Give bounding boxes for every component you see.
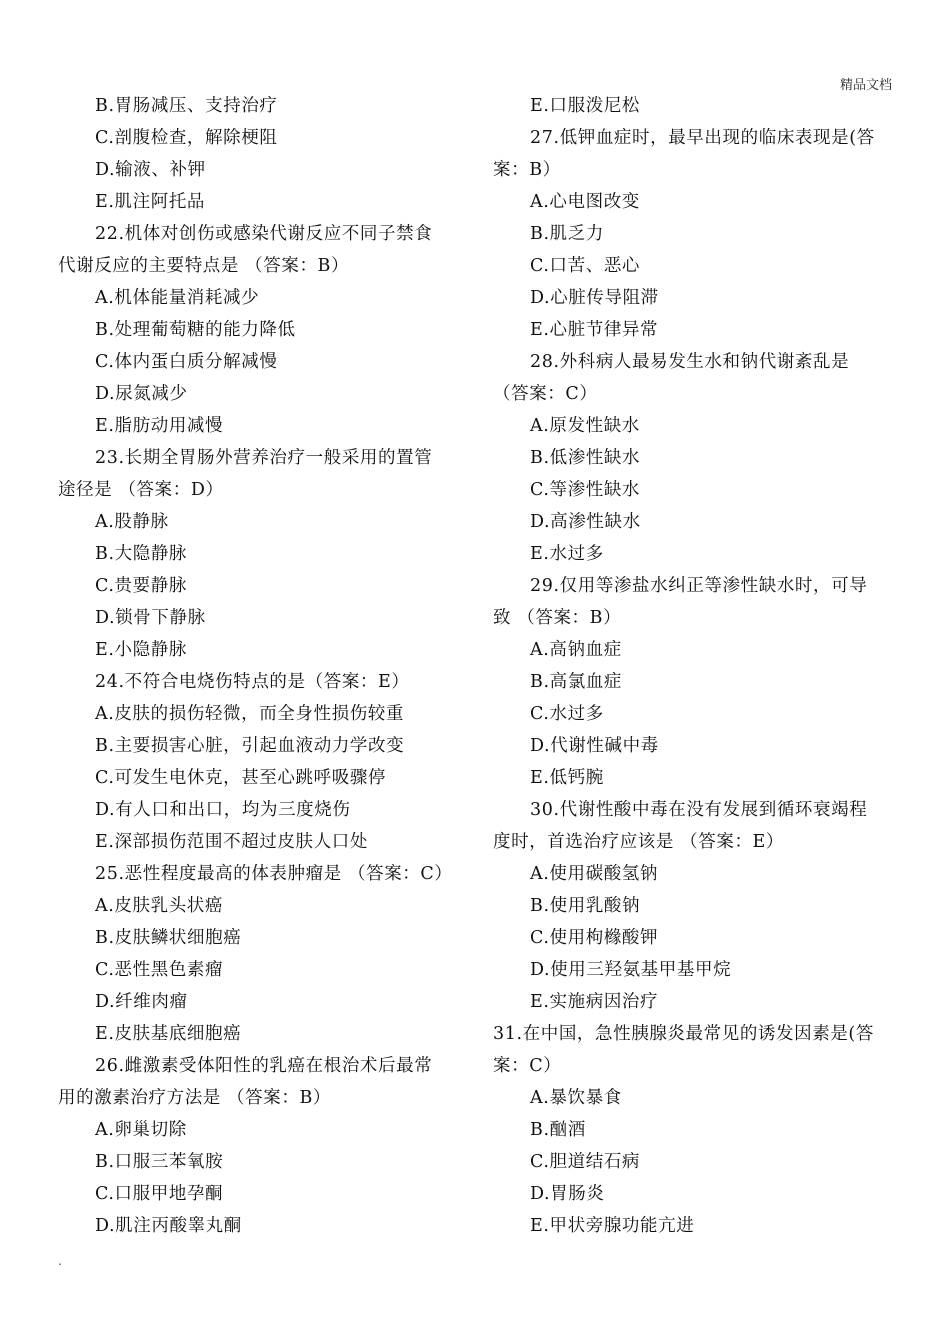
answer-option: E.口服泼尼松 <box>530 96 641 116</box>
answer-option: B.大隐静脉 <box>95 544 188 564</box>
answer-option: A.股静脉 <box>95 512 169 532</box>
answer-option: C.水过多 <box>530 704 604 724</box>
answer-option: B.高氯血症 <box>530 672 623 692</box>
answer-option: C.剖腹检查，解除梗阻 <box>95 128 278 148</box>
footer-dot: . <box>58 1254 62 1268</box>
answer-option: A.使用碳酸氢钠 <box>530 864 659 884</box>
answer-option: D.锁骨下静脉 <box>95 608 206 628</box>
right-column <box>493 90 898 1242</box>
answer-option: D.胃肠炎 <box>530 1184 605 1204</box>
question-continuation: 案：B） <box>493 160 561 180</box>
question-continuation: 案：C） <box>493 1056 562 1076</box>
answer-option: E.低钙腕 <box>530 768 604 788</box>
answer-option: A.机体能量消耗减少 <box>95 288 260 308</box>
answer-option: C.恶性黑色素瘤 <box>95 960 224 980</box>
answer-option: B.肌乏力 <box>530 224 604 244</box>
answer-option: A.高钠血症 <box>530 640 622 660</box>
answer-option: B.皮肤鳞状细胞癌 <box>95 928 242 948</box>
question-line: 24.不符合电烧伤特点的是（答案：E） <box>95 672 410 692</box>
question-line: 22.机体对创伤或感染代谢反应不同子禁食 <box>95 224 433 244</box>
question-line: 25.恶性程度最高的体表肿瘤是 （答案：C） <box>95 864 453 884</box>
answer-option: A.暴饮暴食 <box>530 1088 622 1108</box>
answer-option: B.胃肠减压、支持治疗 <box>95 96 278 116</box>
question-continuation: （答案：C） <box>493 384 598 404</box>
answer-option: C.体内蛋白质分解减慢 <box>95 352 278 372</box>
question-continuation: 代谢反应的主要特点是 （答案：B） <box>58 256 350 276</box>
answer-option: C.口苦、恶心 <box>530 256 641 276</box>
answer-option: C.等渗性缺水 <box>530 480 641 500</box>
answer-option: B.主要损害心脏，引起血液动力学改变 <box>95 736 405 756</box>
answer-option: A.心电图改变 <box>530 192 640 212</box>
answer-option: C.可发生电休克，甚至心跳呼吸骤停 <box>95 768 387 788</box>
answer-option: D.心脏传导阻滞 <box>530 288 659 308</box>
answer-option: E.甲状旁腺功能亢进 <box>530 1216 695 1236</box>
question-continuation: 31.在中国，急性胰腺炎最常见的诱发因素是(答 <box>493 1024 874 1044</box>
answer-option: D.代谢性碱中毒 <box>530 736 659 756</box>
answer-option: D.有人口和出口，均为三度烧伤 <box>95 800 351 820</box>
answer-option: C.胆道结石病 <box>530 1152 641 1172</box>
question-line: 23.长期全胃肠外营养治疗一般采用的置管 <box>95 448 433 468</box>
answer-option: D.肌注丙酸睾丸酮 <box>95 1216 242 1236</box>
watermark-label: 精品文档 <box>839 78 892 93</box>
answer-option: B.酗酒 <box>530 1120 586 1140</box>
answer-option: A.原发性缺水 <box>530 416 640 436</box>
answer-option: E.深部损伤范围不超过皮肤人口处 <box>95 832 368 852</box>
answer-option: D.使用三羟氨基甲基甲烷 <box>530 960 732 980</box>
answer-option: B.处理葡萄糖的能力降低 <box>95 320 296 340</box>
answer-option: E.水过多 <box>530 544 604 564</box>
question-continuation: 用的激素治疗方法是 （答案：B） <box>58 1088 332 1108</box>
answer-option: D.输液、补钾 <box>95 160 206 180</box>
question-line: 27.低钾血症时，最早出现的临床表现是(答 <box>530 128 875 148</box>
answer-option: E.心脏节律异常 <box>530 320 659 340</box>
answer-option: D.尿氮减少 <box>95 384 188 404</box>
question-line: 28.外科病人最易发生水和钠代谢紊乱是 <box>530 352 850 372</box>
answer-option: B.使用乳酸钠 <box>530 896 641 916</box>
answer-option: E.实施病因治疗 <box>530 992 659 1012</box>
answer-option: A.皮肤的损伤轻微，而全身性损伤较重 <box>95 704 404 724</box>
answer-option: D.高渗性缺水 <box>530 512 641 532</box>
question-continuation: 途径是 （答案：D） <box>58 480 224 500</box>
question-continuation: 致 （答案：B） <box>493 608 622 628</box>
answer-option: C.使用枸橼酸钾 <box>530 928 659 948</box>
question-line: 30.代谢性酸中毒在没有发展到循环衰竭程 <box>530 800 868 820</box>
left-column <box>58 90 463 1242</box>
answer-option: C.口服甲地孕酮 <box>95 1184 224 1204</box>
answer-option: D.纤维肉瘤 <box>95 992 188 1012</box>
answer-option: E.小隐静脉 <box>95 640 187 660</box>
answer-option: B.口服三苯氧胺 <box>95 1152 224 1172</box>
question-line: 26.雌激素受体阳性的乳癌在根治术后最常 <box>95 1056 433 1076</box>
answer-option: A.卵巢切除 <box>95 1120 187 1140</box>
answer-option: A.皮肤乳头状癌 <box>95 896 224 916</box>
question-line: 29.仅用等渗盐水纠正等渗性缺水时，可导 <box>530 576 868 596</box>
answer-option: C.贵要静脉 <box>95 576 187 596</box>
answer-option: E.肌注阿托品 <box>95 192 206 212</box>
answer-option: B.低渗性缺水 <box>530 448 641 468</box>
question-continuation: 度时，首选治疗应该是 （答案：E） <box>493 832 785 852</box>
answer-option: E.皮肤基底细胞癌 <box>95 1024 242 1044</box>
answer-option: E.脂肪动用减慢 <box>95 416 224 436</box>
